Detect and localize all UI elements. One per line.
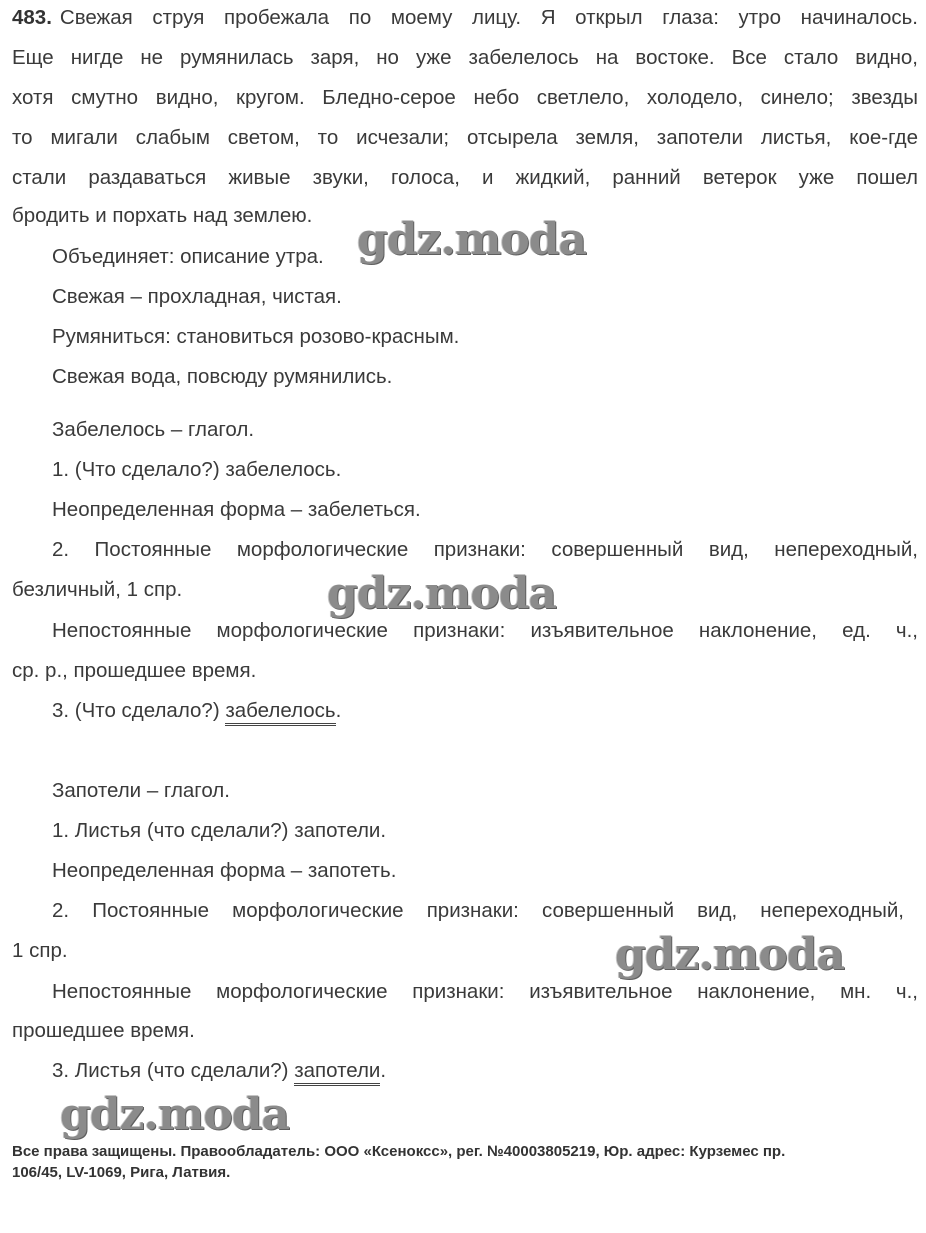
analysis2-point1: 1. Листья (что сделали?) запотели.: [52, 819, 387, 842]
analysis2-constant-line2: 1 спр.: [12, 939, 68, 962]
analysis1-title: Забелелось – глагол.: [52, 418, 255, 441]
paragraph-line-4: то мигали слабым светом, то исчезали; отсырела земля, запотели листья, кое-где: [12, 126, 918, 149]
analysis1-constant-line1: 2. Постоянные морфологические признаки: совершенный вид, непереходный,: [52, 538, 918, 561]
paragraph-line-3: хотя смутно видно, кругом. Бледно-серое небо светлело, холодело, синело; звезды: [12, 86, 918, 109]
exercise-number: 483.: [12, 6, 52, 29]
paragraph-line-1: [12, 6, 918, 30]
analysis2-variable-line1: Непостоянные морфологические признаки: изъявительное наклонение, мн. ч.,: [52, 980, 918, 1003]
analysis1-predicate-word: забелелось: [225, 699, 335, 726]
analysis2-point3-suffix: .: [380, 1059, 387, 1082]
watermark-logo: gdz.moda: [60, 1089, 290, 1140]
answer-fresh: Свежая – прохладная, чистая.: [52, 285, 342, 308]
footer-line-2: 106/45, LV-1069, Рига, Латвия.: [12, 1164, 231, 1181]
answer-blush: Румяниться: становиться розово-красным.: [52, 325, 460, 348]
analysis1-point1: 1. (Что сделало?) забелелось.: [52, 458, 342, 481]
analysis2-point3: [52, 1059, 918, 1083]
paragraph-line-6: бродить и порхать над землею.: [12, 204, 313, 227]
analysis1-infinitive: Неопределенная форма – забелеться.: [52, 498, 421, 521]
copyright-footer: [12, 1141, 918, 1183]
analysis2-infinitive: Неопределенная форма – запотеть.: [52, 859, 397, 882]
analysis1-point3-prefix: 3. (Что сделало?): [52, 699, 226, 722]
paragraph-text-1: Свежая струя пробежала по моему лицу. Я открыл глаза: утро начиналось.: [59, 6, 918, 29]
analysis2-variable-line2: прошедшее время.: [12, 1019, 195, 1042]
watermark-logo: gdz.moda: [357, 214, 587, 265]
answer-examples: Свежая вода, повсюду румянились.: [52, 365, 393, 388]
watermark-logo: gdz.moda: [615, 929, 845, 980]
analysis2-predicate-word: запотели: [294, 1059, 380, 1086]
analysis1-constant-line2: безличный, 1 спр.: [12, 578, 183, 601]
paragraph-line-5: стали раздаваться живые звуки, голоса, и жидкий, ранний ветерок уже пошел: [12, 166, 918, 189]
analysis1-point3-suffix: .: [335, 699, 342, 722]
analysis1-variable-line1: Непостоянные морфологические признаки: изъявительное наклонение, ед. ч.,: [52, 619, 918, 642]
paragraph-line-2: Еще нигде не румянилась заря, но уже забелелось на востоке. Все стало видно,: [12, 46, 918, 69]
analysis1-variable-line2: ср. р., прошедшее время.: [12, 659, 257, 682]
footer-line-1: Все права защищены. Правообладатель: ООО «Ксеноксс», рег. №40003805219, Юр. адрес: Курземес пр.: [12, 1143, 786, 1160]
watermark-logo: gdz.moda: [327, 568, 557, 619]
analysis2-constant-line1: 2. Постоянные морфологические признаки: совершенный вид, непереходный,: [52, 899, 904, 922]
analysis1-point3: [52, 699, 918, 723]
analysis2-title: Запотели – глагол.: [52, 779, 230, 802]
analysis2-point3-prefix: 3. Листья (что сделали?): [52, 1059, 295, 1082]
answer-unites: Объединяет: описание утра.: [52, 245, 324, 268]
